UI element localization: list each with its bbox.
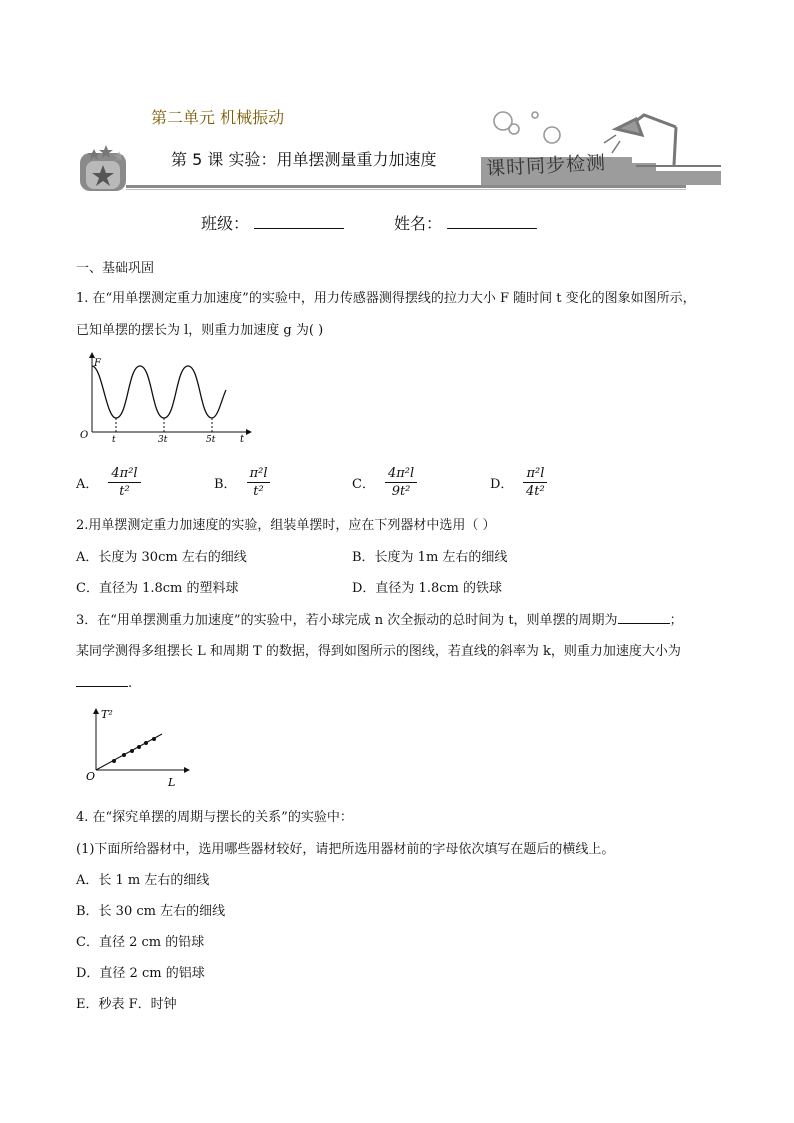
name-label: 姓名： xyxy=(394,214,443,233)
q1-option-b-num: π²l xyxy=(247,466,271,483)
q1-y-label: F xyxy=(94,358,101,369)
q3-t2-l-graph xyxy=(84,704,194,790)
q3-point xyxy=(144,741,148,745)
q3-point xyxy=(122,753,126,757)
q1-x-label: t xyxy=(240,434,245,445)
q1-option-c-den: 9t² xyxy=(391,484,411,499)
q3-point xyxy=(112,759,116,763)
q1-force-time-graph xyxy=(76,350,256,446)
q1-option-b[interactable] xyxy=(214,466,270,499)
q1-option-a-fraction xyxy=(108,466,140,499)
q4-option-a[interactable]: A．长 1 m 左右的细线 xyxy=(76,873,210,888)
q3-point xyxy=(130,749,134,753)
q3-origin: O xyxy=(86,770,96,783)
q1-option-a-den: t² xyxy=(119,484,130,499)
q1-option-d-den: 4t² xyxy=(526,484,545,499)
q3-line3-end: . xyxy=(128,676,133,691)
unit-title: 第二单元 机械振动 xyxy=(151,108,285,127)
q3-y-label: T² xyxy=(101,708,113,721)
q1-option-c-letter: C． xyxy=(352,477,375,492)
q1-tick-3t: 3t xyxy=(158,435,168,445)
q3-point xyxy=(137,745,141,749)
q3-line1: 3．在“用单摆测重力加速度”的实验中，若小球完成 n 次全振动的总时间为 t，则单摆的周期为 xyxy=(76,613,618,628)
q1-option-d-num: π²l xyxy=(523,466,547,483)
lesson-title: 第 5 课 实验：用单摆测量重力加速度 xyxy=(171,150,437,169)
q4-option-d[interactable]: D．直径 2 cm 的铝球 xyxy=(76,966,205,981)
q4-option-c[interactable]: C．直径 2 cm 的铅球 xyxy=(76,935,205,950)
q1-option-d[interactable] xyxy=(490,466,547,499)
q1-option-d-fraction xyxy=(523,466,547,499)
name-blank[interactable] xyxy=(447,214,537,229)
q4-option-ef[interactable]: E．秒表 F．时钟 xyxy=(76,997,177,1012)
q3-line1-end: ； xyxy=(669,613,683,628)
q3-line1-wrap xyxy=(76,611,683,630)
q1-option-c[interactable] xyxy=(352,466,417,499)
q1-origin: O xyxy=(80,430,89,441)
q3-gravity-blank[interactable] xyxy=(76,674,128,687)
q1-option-d-letter: D． xyxy=(490,477,514,492)
section-title: 一、基础巩固 xyxy=(76,261,155,276)
q1-option-b-fraction xyxy=(247,466,271,499)
class-label: 班级： xyxy=(201,214,250,233)
q1-option-a-letter: A． xyxy=(76,477,99,492)
q1-stem-line1: 1. 在“用单摆测定重力加速度”的实验中，用力传感器测得摆线的拉力大小 F 随时间 t 变化的图象如图所示， xyxy=(76,291,696,306)
q3-point xyxy=(152,737,156,741)
bubbles-decoration xyxy=(494,112,560,143)
star-badge-icon xyxy=(80,145,126,191)
q2-option-c[interactable]: C．直径为 1.8cm 的塑料球 xyxy=(76,581,239,596)
q1-option-c-fraction xyxy=(385,466,417,499)
q1-option-b-den: t² xyxy=(253,484,264,499)
q1-stem-line2: 已知单摆的摆长为 l，则重力加速度 g 为( ) xyxy=(76,323,324,338)
class-blank[interactable] xyxy=(254,214,344,229)
q2-stem: 2.用单摆测定重力加速度的实验，组装单摆时，应在下列器材中选用（ ） xyxy=(76,518,496,533)
q3-line2: 某同学测得多组摆长 L 和周期 T 的数据，得到如图所示的图线，若直线的斜率为 k，则重力加速度大小为 xyxy=(76,644,681,659)
q2-option-d[interactable]: D．直径为 1.8cm 的铁球 xyxy=(352,581,502,596)
q4-stem: 4. 在“探究单摆的周期与摆长的关系”的实验中： xyxy=(76,810,353,825)
q1-tick-5t: 5t xyxy=(206,435,216,445)
q1-option-a[interactable] xyxy=(76,466,141,499)
q3-x-label: L xyxy=(168,776,176,789)
q3-period-blank[interactable] xyxy=(618,611,670,624)
q2-option-b[interactable]: B．长度为 1m 左右的细线 xyxy=(352,550,508,565)
class-field xyxy=(201,211,344,234)
q1-option-c-num: 4π²l xyxy=(385,466,417,483)
q4-option-b[interactable]: B．长 30 cm 左右的细线 xyxy=(76,904,226,919)
q4-sub1: (1)下面所给器材中，选用哪些器材较好，请把所选用器材前的字母依次填写在题后的横线上。 xyxy=(76,842,615,857)
q2-option-a[interactable]: A．长度为 30cm 左右的细线 xyxy=(76,550,247,565)
q1-curve xyxy=(92,366,226,418)
stamp-text: 课时同步检测 xyxy=(485,151,607,181)
q1-option-a-num: 4π²l xyxy=(108,466,140,483)
q1-tick-t: t xyxy=(112,435,116,445)
q3-line3-wrap xyxy=(76,674,132,693)
name-field xyxy=(394,211,537,234)
q1-option-b-letter: B． xyxy=(214,477,237,492)
